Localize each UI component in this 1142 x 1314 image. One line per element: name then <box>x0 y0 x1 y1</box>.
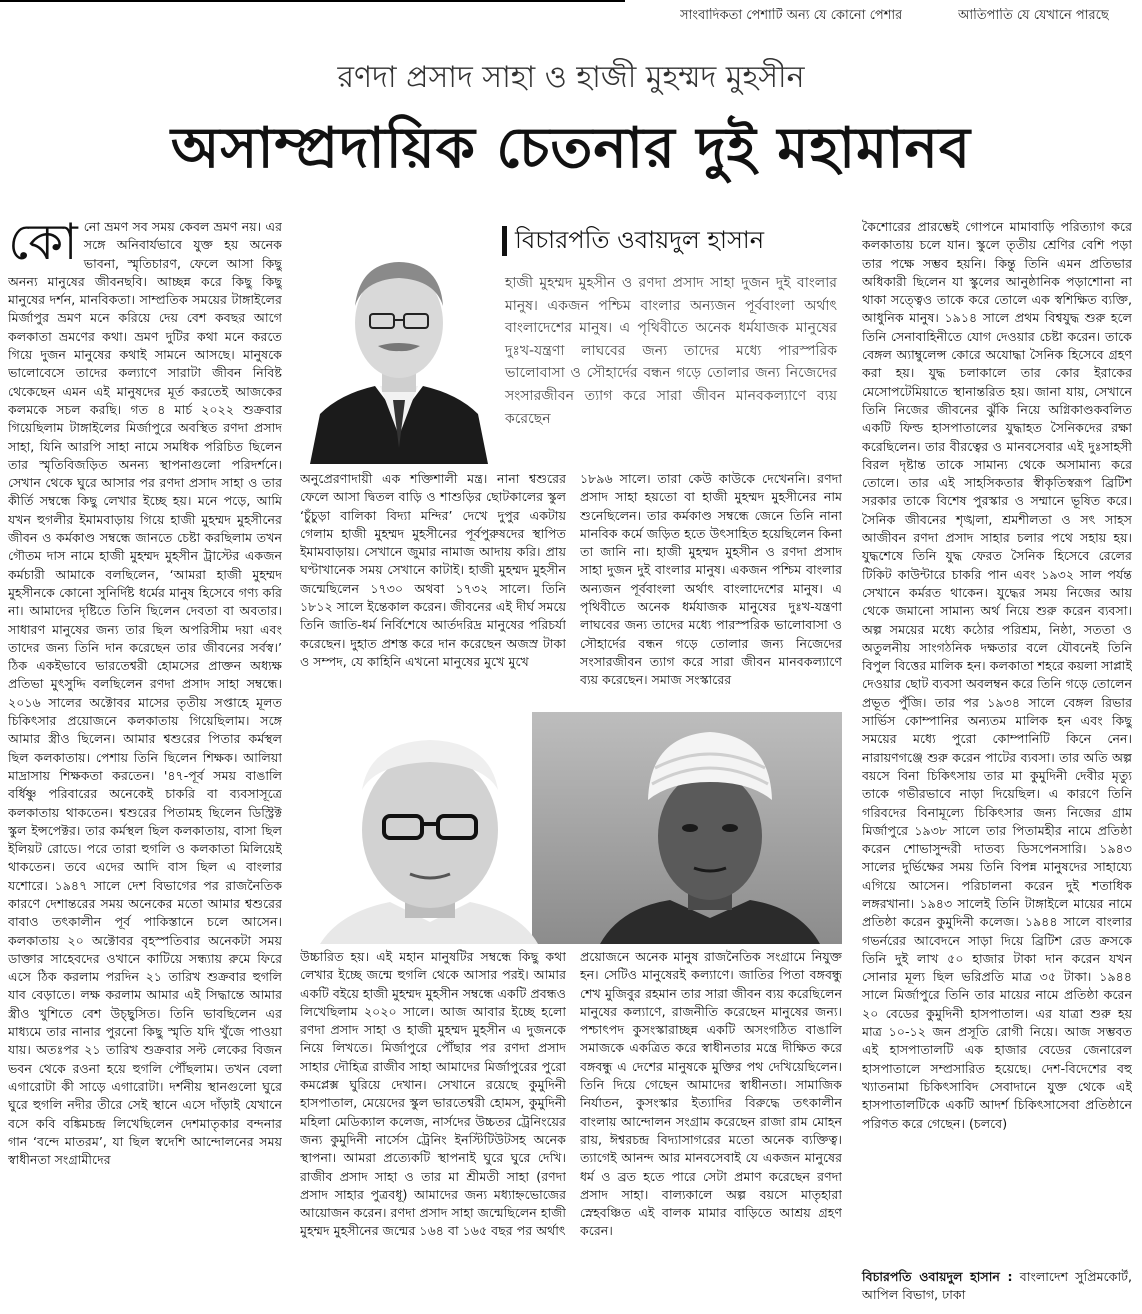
column-2-top <box>300 470 566 708</box>
column-4-text: কৈশোরের প্রারম্ভেই গোপনে মামাবাড়ি পরিত্যাগ করে কলকাতায় চলে যান। স্কুলে তৃতীয় শ্রেণির বেশি পড়া তার পক্ষে সম্ভব হয়নি। কিন্তু তিনি এমন প্রতিভার অধিকারী ছিলেন যা স্কুলের আনুষ্ঠানিক পড়াশোনা না থাকা সত্ত্বেও তাকে করে তোলে এক স্বশিক্ষিত ব্যক্তি, আধুনিক মানুষ। ১৯১৪ সালে প্রথম বিশ্বযুদ্ধ শুরু হলে তিনি সেনাবাহিনীতে যোগ দেওয়ার চেষ্টা করেন। তাকে বেঙ্গল অ্যাম্বুলেন্স কোরে অযোদ্ধা সৈনিক হিসেবে গ্রহণ করা হয়। যুদ্ধ চলাকালে তার কোর ইরাকের মেসোপটেমিয়াতে স্থানান্তরিত হয়। জানা যায়, সেখানে তিনি নিজের জীবনের ঝুঁকি নিয়ে অগ্নিকাণ্ডকবলিত একটি ফিল্ড হাসপাতালের যুদ্ধাহত সৈনিকদের রক্ষা করেছিলেন। তার বীরত্বের ও মানবসেবার এই দুঃসাহসী বিরল দৃষ্টান্ত তাকে সামান্য থেকে অসামান্য করে তোলে। তার এই সাহসিকতার স্বীকৃতিস্বরূপ ব্রিটিশ সরকার তাকে বিশেষ পুরস্কার ও সম্মানে ভূষিত করে। সৈনিক জীবনের শৃঙ্খলা, শ্রমশীলতা ও সৎ সাহস আজীবন রণদা প্রসাদ সাহার চলার পথে সহায় হয়। যুদ্ধশেষে তিনি যুদ্ধ ফেরত সৈনিক হিসেবে রেলের টিকিট কাউন্টারে চাকরি পান এবং ১৯৩২ সাল পর্যন্ত সেখানে কর্মরত থাকেন। যুদ্ধের সময় নিজের আয় থেকে জমানো সামান্য অর্থ নিয়ে শুরু করেন ব্যবসা। অল্প সময়ের মধ্যে কঠোর পরিশ্রম, নিষ্ঠা, সততা ও অতুলনীয় সাংগঠনিক দক্ষতার বলে যৌবনেই তিনি বিপুল বিত্তের মালিক হন। কলকাতা শহরে কয়লা সাপ্লাই দেওয়ার ছোট ব্যবসা অবলম্বন করে তিনি গড়ে তোলেন প্রভূত পুঁজি। তার পর ১৯৩৪ সালে বেঙ্গল রিভার সার্ভিস কোম্পানির অন্যতম মালিক হন এবং কিছু সময়ের মধ্যে পুরো কোম্পানিটি কিনে নেন। নারায়ণগঞ্জে শুরু করেন পাটের ব্যবসা। তার অতি অল্প বয়সে বিনা চিকিৎসায় তার মা কুমুদিনী দেবীর মৃত্যু তাকে গভীরভাবে নাড়া দিয়েছিল। এ কারণে তিনি গরিবদের বিনামূল্যে চিকিৎসার জন্য নিজের গ্রাম মির্জাপুরে ১৯৩৮ সালে তার পিতামহীর নামে প্রতিষ্ঠা করেন শোভাসুন্দরী দাতব্য ডিসপেনসারি। ১৯৪৩ সালের দুর্ভিক্ষের সময় তিনি বিপন্ন মানুষদের সাহায্যে এগিয়ে আসেন। পরিচালনা করেন দুই শতাধিক লঙ্গরখানা। ১৯৪৩ সালেই তিনি টাঙ্গাইলে মায়ের নামে প্রতিষ্ঠা করেন কুমুদিনী কলেজ। ১৯৪৪ সালে বাংলার গভর্নরের আবেদনে সাড়া দিয়ে ব্রিটিশ রেড ক্রসকে তিনি দুই লাখ ৫০ হাজার টাকা দান করেন যখন সোনার মূল্য ছিল ভরিপ্রতি মাত্র ৩৫ টাকা। ১৯৪৪ সালে মির্জাপুরে তিনি তার মায়ের নামে প্রতিষ্ঠা করেন ২০ বেডের কুমুদিনী হাসপাতাল। এর যাত্রা শুরু হয় মাত্র ১০-১২ জন প্রসূতি রোগী নিয়ে। আজ সম্ভবত এই হাসপাতালটি এক হাজার বেডের জেনারেল হাসপাতালে সম্প্রসারিত হয়েছে। দেশ-বিদেশের বহু খ্যাতনামা চিকিৎসাবিদ সেবাদানে যুক্ত থেকে এই হাসপাতালটিকে একটি আদর্শ চিকিৎসাসেবা প্রতিষ্ঠানে পরিণত করে গেছেন। (চলবে) <box>862 219 1132 1131</box>
column-3-top-text: ১৮৯৬ সালে। তারা কেউ কাউকে দেখেননি। রণদা প্রসাদ সাহা হয়তো বা হাজী মুহম্মদ মুহসীনের নাম শুনেছিলেন। তার কর্মকাণ্ড সম্বন্ধে জেনে তিনি নানা মানবিক কর্মে জড়িত হতে উৎসাহিত হয়েছিলেন কিনা তা জানি না। হাজী মুহম্মদ মুহসীন ও রণদা প্রসাদ সাহা দুজন দুই বাংলার মানুষ। একজন পশ্চিম বাংলার অন্যজন পূর্ববাংলা অর্থাৎ বাংলাদেশের মানুষ। এ পৃথিবীতে অনেক ধর্মযাজক মানুষের দুঃখ-যন্ত্রণা লাঘবের জন্য তাদের মধ্যে পারস্পরিক ভালোবাসা ও সৌহার্দের বন্ধন গড়ে তোলার জন্য নিজেদের সংসারজীবন ত্যাগ করে সারা জীবন মানবকল্যাণে ব্যয় করেছেন। সমাজ সংস্কারের <box>580 471 842 688</box>
footnote-affiliation: বাংলাদেশ সুপ্রিমকোর্ট, আপিল বিভাগ, ঢাকা <box>862 1269 1132 1302</box>
article-kicker: রণদা প্রসাদ সাহা ও হাজী মুহম্মদ মুহসীন <box>337 60 805 95</box>
column-2-bottom-text: উচ্চারিত হয়। এই মহান মানুষটির সম্বন্ধে কিছু কথা লেখার ইচ্ছে জন্মে হুগলি থেকে আসার পরই। আমার একটি বইয়ে হাজী মুহম্মদ মুহসীন সম্বন্ধে একটি প্রবন্ধও লিখেছিলাম ২০২০ সালে। আজ আবার ইচ্ছে হলো রণদা প্রসাদ সাহা ও হাজী মুহম্মদ মুহসীন এ দুজনকে নিয়ে লিখতে। মির্জাপুরে পৌঁছার পর রণদা প্রসাদ সাহার দৌহিত্র রাজীব সাহা আমাদের মির্জাপুরের পুরো কমপ্লেক্স ঘুরিয়ে দেখান। সেখানে রয়েছে কুমুদিনী হাসপাতাল, মেয়েদের স্কুল ভারতেশ্বরী হোমস, কুমুদিনী মহিলা মেডিক্যাল কলেজ, নার্সদের উচ্চতর ট্রেনিংয়ের জন্য কুমুদিনী নার্সেস ট্রেনিং ইনস্টিটিউটসহ অনেক স্থাপনা। আমরা প্রত্যেকটি স্থাপনাই ঘুরে ঘুরে দেখি। রাজীব প্রসাদ সাহা ও তার মা শ্রীমতী সাহা (রণদা প্রসাদ সাহার পুত্রবধূ) আমাদের জন্য মধ্যাহ্নভোজের আয়োজন করেন। রণদা প্রসাদ সাহা জন্মেছিলেন হাজী মুহম্মদ মুহসীনের জন্মের ১৬৪ বা ১৬৫ বছর পর অর্থাৎ <box>300 949 566 1239</box>
drop-cap: কো <box>8 218 78 271</box>
header-fragment-right: আতিপাতি যে যেখানে পারছে <box>958 8 1109 23</box>
article-headline: অসাম্প্রদায়িক চেতনার দুই মহামানব <box>170 115 972 181</box>
column-3-bottom <box>580 948 842 1310</box>
column-1 <box>8 218 282 1310</box>
author-byline: বিচারপতি ওবায়দুল হাসান <box>515 226 765 254</box>
column-2-bottom <box>300 948 566 1310</box>
header-fragment-left: সাংবাদিকতা পেশাটি অন্য যে কোনো পেশার <box>680 8 903 23</box>
column-2-top-text: অনুপ্রেরণাদায়ী এক শক্তিশালী মন্ত্র। নানা শ্বশুরের ফেলে আসা দ্বিতল বাড়ি ও শাশুড়ির ছোটকালের স্কুল ‘চুঁচুড়া বালিকা বিদ্যা মন্দির’ দেখে দুপুর একটায় গেলাম হাজী মুহম্মদ মুহসীনের পূর্বপুরুষদের স্থাপিত ইমামবাড়ায়। সেখানে জুমার নামাজ আদায় করি। প্রায় ঘণ্টাখানেক সময় সেখানে কাটাই। হাজী মুহম্মদ মুহসীন জন্মেছিলেন ১৭৩০ অথবা ১৭৩২ সালে। তিনি ১৮১২ সালে ইন্তেকাল করেন। জীবনের এই দীর্ঘ সময়ে তিনি জাতি-ধর্ম নির্বিশেষে আর্তদরিদ্র মানুষের পরিচর্যা করেছেন। দুহাত প্রশস্ত করে দান করেছেন অজস্র টাকা ও সম্পদ, যে কাহিনি এখনো মানুষের মুখে মুখে <box>300 471 566 669</box>
column-3-bottom-text: প্রয়োজনে অনেক মানুষ রাজনৈতিক সংগ্রামে নিযুক্ত হন। সেটিও মানুষেরই কল্যাণে। জাতির পিতা বঙ্গবন্ধু শেখ মুজিবুর রহমান তার সারা জীবন ব্যয় করেছিলেন মানুষের কল্যাণে, রাজনীতি করেছেন মানুষের জন্য। পশ্চাৎপদ কুসংস্কারাচ্ছন্ন একটি অসংগঠিত বাঙালি সমাজকে একত্রিত করে স্বাধীনতার মন্ত্রে দীক্ষিত করে বঙ্গবন্ধু এ দেশের মানুষকে মুক্তির পথ দেখিয়েছিলেন। তিনি দিয়ে গেছেন আমাদের স্বাধীনতা। সামাজিক নির্যাতন, কুসংস্কার ইত্যাদির বিরুদ্ধে তৎকালীন বাংলায় আন্দোলন সংগ্রাম করেছেন রাজা রাম মোহন রায়, ঈশ্বরচন্দ্র বিদ্যাসাগরের মতো অনেক ব্যক্তিত্ব। ত্যাগেই আনন্দ আর মানবসেবাই যে একজন মানুষের ধর্ম ও ব্রত হতে পারে সেটা প্রমাণ করেছেন রণদা প্রসাদ সাহা। বাল্যকালে অল্প বয়সে মাতৃহারা স্নেহবঞ্চিত এই বালক মামার বাড়িতে আশ্রয় গ্রহণ করেন। <box>580 949 842 1239</box>
author-footnote <box>862 1268 1132 1304</box>
column-3-top <box>580 470 842 708</box>
top-rule <box>0 0 625 2</box>
column-1-text: নো ভ্রমণ সব সময় কেবল ভ্রমণ নয়। এর সঙ্গে অনিবার্যভাবে যুক্ত হয় অনেক ভাবনা, স্মৃতিচারণ, ফেলে আসা কিছু অনন্য মানুষের জীবনছবি। আচ্ছন্ন করে কিছু কিছু মানুষের দর্শন, মানবিকতা। সাম্প্রতিক সময়ের টাঙ্গাইলের মির্জাপুর ভ্রমণ মনে করিয়ে দেয় বেশ কবছর আগে কলকাতা ভ্রমণের কথা। ভ্রমণ দুটির কথা মনে করতে গিয়ে দুজন মানুষের কথাই সামনে আসছে। মানুষকে ভালোবেসে তাদের কল্যাণে সারাটা জীবন নিবিষ্ট থেকেছেন এমন এই মানুষদের মূর্ত করতেই আজকের কলমকে সচল করছি। গত ৪ মার্চ ২০২২ শুক্রবার গিয়েছিলাম টাঙ্গাইলের মির্জাপুরে অবস্থিত রণদা প্রসাদ সাহা, যিনি আরপি সাহা নামে সমধিক পরিচিত ছিলেন তার স্মৃতিবিজড়িত অনন্য স্থাপনাগুলো পরিদর্শনে। সেখান থেকে ঘুরে আসার পর রণদা প্রসাদ সাহা ও তার কীর্তি সম্বন্ধে কিছু লেখার ইচ্ছে হয়। মনে পড়ে, আমি যখন হুগলীর ইমামবাড়ায় গিয়ে হাজী মুহম্মদ মুহসীনের জীবন ও কর্মকাণ্ড সম্বন্ধে জানতে চেষ্টা করছিলাম তখন গৌতম দাস নামে হাজী মুহম্মদ মুহসীন ট্রাস্টের একজন কর্মচারী আমাকে বলছিলেন, ‘আমরা হাজী মুহম্মদ মুহসীনকে কোনো সুনির্দিষ্ট ধর্মের মানুষ হিসেবে গণ্য করি না। আমাদের দৃষ্টিতে তিনি ছিলেন দেবতা বা অবতার। সাধারণ মানুষের জন্য তার ছিল অপরিসীম দয়া এবং তাদের জন্য তিনি দান করেছেন তার জীবনের সর্বস্ব।’ ঠিক একইভাবে ভারতেশ্বরী হোমসের প্রাক্তন অধ্যক্ষ প্রতিভা মুৎসুদ্দি বলছিলেন রণদা প্রসাদ সাহা সম্বন্ধে। ২০১৬ সালের অক্টোবর মাসের তৃতীয় সপ্তাহে মূলত চিকিৎসার প্রয়োজনে কলকাতায় গিয়েছিলাম। সঙ্গে আমার স্ত্রীও ছিলেন। আমার শ্বশুরের পিতার কর্মস্থল ছিল কলকাতায়। পেশায় তিনি ছিলেন শিক্ষক। আলিয়া মাদ্রাসায় শিক্ষকতা করতেন। '৪৭-পূর্ব সময় বাঙালি বর্ধিষ্ণু পরিবারের অনেকেই চাকরি বা ব্যবসাসূত্রে কলকাতায় থাকতেন। শ্বশুরের পিতামহ ছিলেন ডিস্ট্রিক্ট স্কুল ইন্সপেক্টর। তার কর্মস্থল ছিল কলকাতায়, বাসা ছিল ইলিয়ট রোডে। পরে তারা হুগলি ও কলকাতা মিলিয়েই থাকতেন। তবে এদের আদি বাস ছিল এ বাংলার যশোরে। ১৯৪৭ সালে দেশ বিভাগের পর রাজনৈতিক কারণে দেশান্তরের সময় অনেকের মতো আমার শ্বশুরের বাবাও তৎকালীন পূর্ব পাকিস্তানে চলে আসেন। কলকাতায় ২০ অক্টোবর বৃহস্পতিবার অনেকটা সময় ডাক্তার সাহেবদের ওখানে কাটিয়ে সন্ধ্যায় রুমে ফিরে এসে ঠিক করলাম পরদিন ২১ তারিখ শুক্রবার হুগলি যাব বেড়াতে। লক্ষ করলাম আমার এই সিদ্ধান্তে আমার স্ত্রীও খুশিতে বেশ উচ্ছ্বসিত। তিনি ভাবছিলেন এর মাধ্যমে তার নানার পুরনো কিছু স্মৃতি যদি খুঁজে পাওয়া যায়। অতঃপর ২১ তারিখ শুক্রবার সল্ট লেকের বিজন ভবন থেকে রওনা হয়ে হুগলি পৌঁছলাম। তখন বেলা এগারোটা কী সাড়ে এগারোটা। দর্শনীয় স্থানগুলো ঘুরে ঘুরে হুগলি নদীর তীরে সেই স্থানে এসে দাঁড়াই যেখানে বসে কবি বঙ্কিমচন্দ্র লিখেছিলেন দেশমাতৃকার বন্দনার গান ‘বন্দে মাতরম’, যা ছিল স্বদেশি আন্দোলনের সময় স্বাধীনতা সংগ্রামীদের <box>8 219 282 1168</box>
portrait-illustration <box>300 712 842 944</box>
column-4 <box>862 218 1132 1256</box>
byline-bar <box>502 226 507 256</box>
intro-pullquote: হাজী মুহম্মদ মুহসীন ও রণদা প্রসাদ সাহা দুজন দুই বাংলার মানুষ। একজন পশ্চিম বাংলার অন্যজন পূর্ববাংলা অর্থাৎ বাংলাদেশের মানুষ। এ পৃথিবীতে অনেক ধর্মযাজক মানুষের দুঃখ-যন্ত্রণা লাঘবের জন্য তাদের মধ্যে পারস্পরিক ভালোবাসা ও সৌহার্দের বন্ধন গড়ে তোলার জন্য নিজেদের সংসারজীবন ত্যাগ করে সারা জীবন মানবকল্যাণে ব্যয় করেছেন <box>505 275 837 427</box>
footnote-author-name: বিচারপতি ওবায়দুল হাসান : <box>862 1269 1013 1284</box>
author-portrait <box>300 218 498 464</box>
